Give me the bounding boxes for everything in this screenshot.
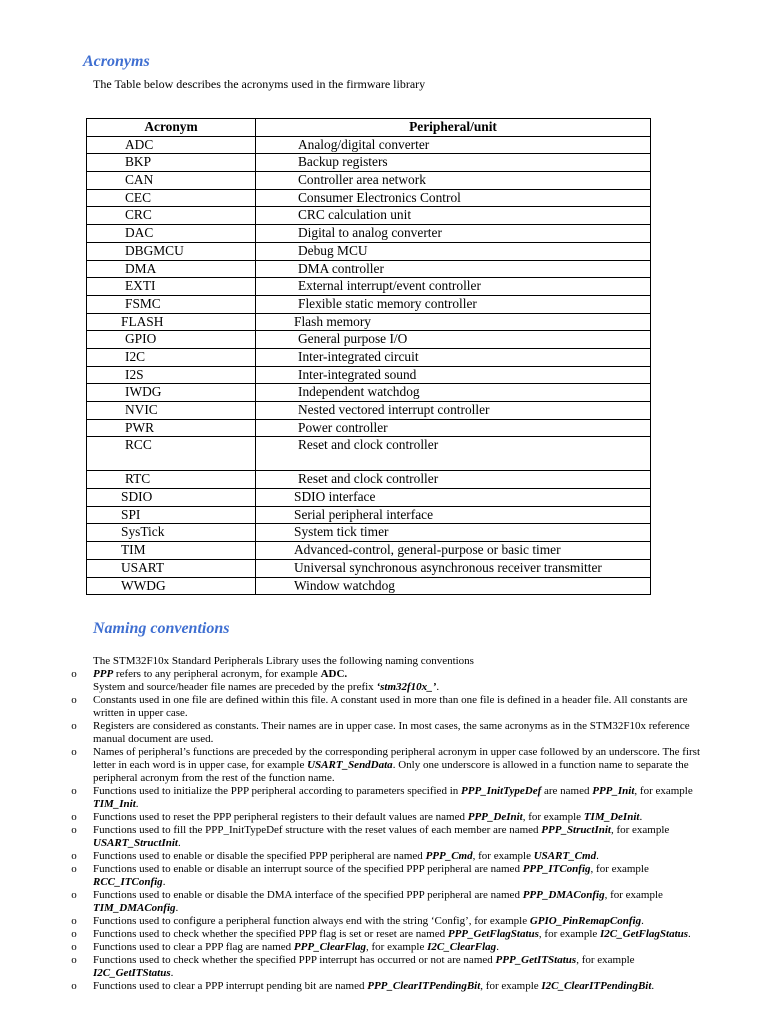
list-item bbox=[69, 928, 709, 941]
code-term: ‘stm32f10x_’ bbox=[376, 681, 437, 693]
bullet-icon: o bbox=[71, 668, 77, 680]
code-term: PPP_DMAConfig bbox=[522, 889, 605, 901]
code-term: USART_StructInit bbox=[93, 837, 178, 849]
table-row bbox=[87, 331, 651, 349]
acronym-cell: TIM bbox=[87, 542, 256, 560]
list-item bbox=[69, 668, 709, 694]
peripheral-cell: Nested vectored interrupt controller bbox=[256, 402, 651, 420]
code-term: PPP_ITConfig bbox=[522, 863, 591, 875]
table-row bbox=[87, 295, 651, 313]
item-text: . bbox=[175, 902, 179, 914]
acronym-cell: BKP bbox=[87, 154, 256, 172]
peripheral-cell: General purpose I/O bbox=[256, 331, 651, 349]
list-item bbox=[69, 980, 709, 993]
acronym-cell: DAC bbox=[87, 225, 256, 243]
code-term: USART_Cmd bbox=[533, 850, 597, 862]
item-text: . bbox=[162, 876, 166, 888]
table-row bbox=[87, 577, 651, 595]
item-text: Functions used to check whether the specified PPP flag is set or reset are named bbox=[93, 928, 448, 940]
item-text: Functions used to fill the PPP_InitTypeDef structure with the reset values of each member are named bbox=[93, 824, 542, 836]
peripheral-cell: Inter-integrated sound bbox=[256, 366, 651, 384]
acronym-cell: I2C bbox=[87, 348, 256, 366]
bullet-icon: o bbox=[71, 720, 77, 732]
peripheral-cell: Window watchdog bbox=[256, 577, 651, 595]
table-row bbox=[87, 172, 651, 190]
item-text: Constants used in one file are defined within this file. A constant used in more than one file is defined in a header file. All constants are written in upper case. bbox=[93, 694, 688, 719]
item-text: , for example bbox=[576, 954, 635, 966]
code-term: PPP_GetITStatus bbox=[495, 954, 577, 966]
table-row bbox=[87, 348, 651, 366]
bullet-icon: o bbox=[71, 954, 77, 966]
acronym-cell: IWDG bbox=[87, 384, 256, 402]
item-text: Functions used to enable or disable the specified PPP peripheral are named bbox=[93, 850, 426, 862]
peripheral-cell: Serial peripheral interface bbox=[256, 506, 651, 524]
item-text: , for example bbox=[522, 811, 584, 823]
acronym-cell: DBGMCU bbox=[87, 242, 256, 260]
bullet-icon: o bbox=[71, 746, 77, 758]
item-text: , for example bbox=[634, 785, 693, 797]
acronyms-intro: The Table below describes the acronyms used in the firmware library bbox=[93, 77, 426, 91]
code-term: PPP_ClearFlag bbox=[293, 941, 367, 953]
acronym-cell: PWR bbox=[87, 419, 256, 437]
list-item bbox=[69, 785, 709, 811]
item-text: Functions used to clear a PPP interrupt pending bit are named bbox=[93, 980, 368, 992]
bullet-icon: o bbox=[71, 850, 77, 862]
peripheral-cell: External interrupt/event controller bbox=[256, 278, 651, 296]
list-item bbox=[69, 954, 709, 980]
peripheral-cell: DMA controller bbox=[256, 260, 651, 278]
code-term: PPP_Init bbox=[592, 785, 635, 797]
peripheral-cell: Digital to analog converter bbox=[256, 225, 651, 243]
acronyms-heading: Acronyms bbox=[83, 53, 150, 70]
acronym-cell: EXTI bbox=[87, 278, 256, 296]
header-peripheral: Peripheral/unit bbox=[256, 119, 651, 137]
list-item bbox=[69, 694, 709, 720]
acronym-cell: RTC bbox=[87, 471, 256, 489]
peripheral-cell: Reset and clock controller bbox=[256, 471, 651, 489]
code-term: I2C_GetFlagStatus bbox=[600, 928, 689, 940]
list-item bbox=[69, 863, 709, 889]
peripheral-cell: Backup registers bbox=[256, 154, 651, 172]
table-row bbox=[87, 524, 651, 542]
header-acronym: Acronym bbox=[87, 119, 256, 137]
acronym-cell: NVIC bbox=[87, 402, 256, 420]
table-row bbox=[87, 136, 651, 154]
acronym-cell: WWDG bbox=[87, 577, 256, 595]
item-text: Functions used to reset the PPP peripheral registers to their default values are named bbox=[93, 811, 468, 823]
code-term: PPP bbox=[93, 668, 114, 680]
code-term: RCC_ITConfig bbox=[93, 876, 163, 888]
item-subline bbox=[93, 681, 709, 694]
list-item bbox=[69, 720, 709, 746]
peripheral-cell: Flash memory bbox=[256, 313, 651, 331]
item-text: , for example bbox=[604, 889, 663, 901]
item-text: . bbox=[639, 811, 643, 823]
table-row bbox=[87, 471, 651, 489]
acronym-cell: SysTick bbox=[87, 524, 256, 542]
item-text: . bbox=[651, 980, 655, 992]
peripheral-cell: Analog/digital converter bbox=[256, 136, 651, 154]
code-term: TIM_DeInit bbox=[583, 811, 640, 823]
table-row bbox=[87, 260, 651, 278]
acronym-cell: USART bbox=[87, 559, 256, 577]
item-text: Registers are considered as constants. Their names are in upper case. In most cases, the same acronyms as in the STM32F10x reference manual document are used. bbox=[93, 720, 690, 745]
naming-conventions-heading: Naming conventions bbox=[93, 620, 230, 637]
table-row bbox=[87, 559, 651, 577]
item-text: Functions used to enable or disable an interrupt source of the specified PPP peripheral are named bbox=[93, 863, 523, 875]
bullet-icon: o bbox=[71, 941, 77, 953]
table-row bbox=[87, 384, 651, 402]
code-term: PPP_ClearITPendingBit bbox=[367, 980, 481, 992]
code-term: TIM_Init bbox=[93, 798, 136, 810]
list-item bbox=[69, 915, 709, 928]
item-text: . bbox=[596, 850, 599, 862]
code-term: I2C_ClearITPendingBit bbox=[541, 980, 652, 992]
peripheral-cell: Controller area network bbox=[256, 172, 651, 190]
code-term: PPP_Cmd bbox=[425, 850, 473, 862]
peripheral-cell: Inter-integrated circuit bbox=[256, 348, 651, 366]
peripheral-cell: Reset and clock controller bbox=[256, 437, 651, 471]
item-text: . Only one underscore is allowed in a function name to separate the peripheral acronym from the rest of the function name. bbox=[93, 759, 689, 784]
acronym-cell: DMA bbox=[87, 260, 256, 278]
bullet-icon: o bbox=[71, 915, 77, 927]
item-text: . bbox=[170, 967, 174, 979]
table-row bbox=[87, 189, 651, 207]
table-row bbox=[87, 402, 651, 420]
bullet-icon: o bbox=[71, 928, 77, 940]
item-text: Functions used to enable or disable the DMA interface of the specified PPP peripheral are named bbox=[93, 889, 523, 901]
table-row bbox=[87, 207, 651, 225]
peripheral-cell: SDIO interface bbox=[256, 489, 651, 507]
peripheral-cell: Flexible static memory controller bbox=[256, 295, 651, 313]
peripheral-cell: Debug MCU bbox=[256, 242, 651, 260]
naming-conventions-list bbox=[69, 668, 709, 993]
code-term: PPP_DeInit bbox=[467, 811, 523, 823]
list-item bbox=[69, 824, 709, 850]
table-row bbox=[87, 542, 651, 560]
acronym-cell: FSMC bbox=[87, 295, 256, 313]
item-text: Functions used to configure a peripheral function always end with the string ‘Config’, for example bbox=[93, 915, 530, 927]
table-row bbox=[87, 154, 651, 172]
naming-intro: The STM32F10x Standard Peripherals Library uses the following naming conventions bbox=[93, 655, 474, 667]
peripheral-cell: Independent watchdog bbox=[256, 384, 651, 402]
item-text: . bbox=[135, 798, 139, 810]
acronym-cell: RCC bbox=[87, 437, 256, 471]
table-row bbox=[87, 278, 651, 296]
table-header-row bbox=[87, 119, 651, 137]
item-text: , for example bbox=[590, 863, 649, 875]
table-row bbox=[87, 313, 651, 331]
item-text: , for example bbox=[366, 941, 428, 953]
table-row bbox=[87, 242, 651, 260]
bullet-icon: o bbox=[71, 889, 77, 901]
code-term: USART_SendData bbox=[307, 759, 393, 771]
code-term: ADC. bbox=[320, 668, 348, 680]
item-text: System and source/header file names are preceded by the prefix bbox=[93, 681, 377, 693]
acronym-cell: I2S bbox=[87, 366, 256, 384]
peripheral-cell: Advanced-control, general-purpose or basic timer bbox=[256, 542, 651, 560]
code-term: TIM_DMAConfig bbox=[93, 902, 176, 914]
item-text: are named bbox=[541, 785, 593, 797]
item-text: . bbox=[436, 681, 440, 693]
list-item bbox=[69, 941, 709, 954]
item-text: Functions used to check whether the specified PPP interrupt has occurred or not are named bbox=[93, 954, 496, 966]
acronym-cell: SPI bbox=[87, 506, 256, 524]
acronym-cell: CRC bbox=[87, 207, 256, 225]
item-text: , for example bbox=[610, 824, 670, 836]
item-text: . bbox=[496, 941, 499, 953]
peripheral-cell: System tick timer bbox=[256, 524, 651, 542]
item-text: . bbox=[688, 928, 691, 940]
code-term: I2C_ClearFlag bbox=[427, 941, 497, 953]
bullet-icon: o bbox=[71, 980, 77, 992]
acronyms-table bbox=[86, 118, 651, 595]
code-term: PPP_StructInit bbox=[541, 824, 611, 836]
list-item bbox=[69, 889, 709, 915]
list-item bbox=[69, 746, 709, 785]
peripheral-cell: Consumer Electronics Control bbox=[256, 189, 651, 207]
peripheral-cell: CRC calculation unit bbox=[256, 207, 651, 225]
acronym-cell: CEC bbox=[87, 189, 256, 207]
table-row bbox=[87, 225, 651, 243]
code-term: PPP_GetFlagStatus bbox=[447, 928, 539, 940]
bullet-icon: o bbox=[71, 785, 77, 797]
acronym-cell: ADC bbox=[87, 136, 256, 154]
item-text: Functions used to clear a PPP flag are named bbox=[93, 941, 294, 953]
item-text: , for example bbox=[472, 850, 534, 862]
table-row bbox=[87, 419, 651, 437]
acronym-cell: FLASH bbox=[87, 313, 256, 331]
bullet-icon: o bbox=[71, 694, 77, 706]
bullet-icon: o bbox=[71, 824, 77, 836]
code-term: PPP_InitTypeDef bbox=[461, 785, 542, 797]
list-item bbox=[69, 811, 709, 824]
item-text: . bbox=[641, 915, 644, 927]
bullet-icon: o bbox=[71, 863, 77, 875]
item-text: , for example bbox=[480, 980, 542, 992]
table-row bbox=[87, 489, 651, 507]
peripheral-cell: Universal synchronous asynchronous receiver transmitter bbox=[256, 559, 651, 577]
list-item bbox=[69, 850, 709, 863]
peripheral-cell: Power controller bbox=[256, 419, 651, 437]
item-text: , for example bbox=[538, 928, 601, 940]
code-term: I2C_GetITStatus bbox=[93, 967, 171, 979]
bullet-icon: o bbox=[71, 811, 77, 823]
acronym-cell: SDIO bbox=[87, 489, 256, 507]
acronym-cell: GPIO bbox=[87, 331, 256, 349]
table-row bbox=[87, 506, 651, 524]
table-row bbox=[87, 366, 651, 384]
acronym-cell: CAN bbox=[87, 172, 256, 190]
item-text: Names of peripheral’s functions are preceded by the corresponding peripheral acronym in upper case followed by an underscore. The first letter in each word is in upper case, for example bbox=[93, 746, 701, 771]
item-text: . bbox=[177, 837, 181, 849]
table-row bbox=[87, 437, 651, 471]
item-text: refers to any peripheral acronym, for example bbox=[113, 668, 321, 680]
code-term: GPIO_PinRemapConfig bbox=[529, 915, 642, 927]
item-text: Functions used to initialize the PPP peripheral according to parameters specified in bbox=[93, 785, 461, 797]
